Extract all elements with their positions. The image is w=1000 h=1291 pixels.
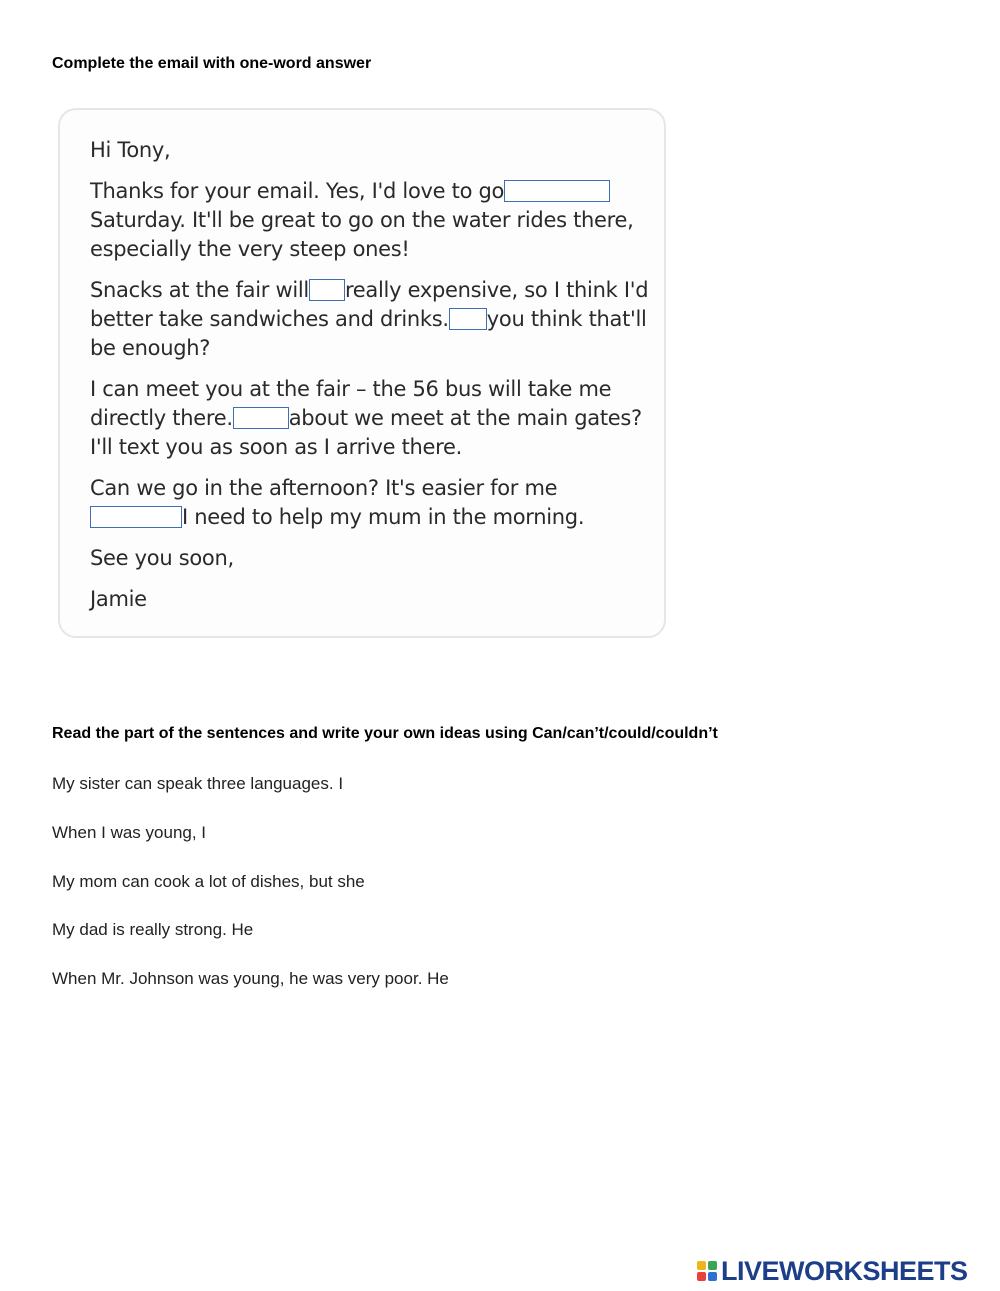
answer-blank-4[interactable]: [233, 407, 289, 429]
answer-blank-3[interactable]: [449, 308, 487, 330]
prompt-sentence-5: When Mr. Johnson was young, he was very poor. He: [52, 969, 449, 988]
email-text-segment: Saturday. It'll be great to go on the water rides there, especially the very steep ones!: [90, 208, 634, 261]
logo-square: [708, 1272, 717, 1281]
liveworksheets-logo: [697, 1257, 968, 1285]
answer-blank-5[interactable]: [90, 506, 182, 528]
email-paragraph-3: [90, 375, 650, 462]
logo-square: [697, 1272, 706, 1281]
email-paragraph-1: [90, 177, 650, 264]
email-closing: See you soon,: [90, 546, 234, 570]
logo-text: LIVEWORKSHEETS: [721, 1255, 968, 1286]
logo-icon: [697, 1261, 717, 1281]
email-text-segment: about we meet at the main gates? I'll text you as soon as I arrive there.: [90, 406, 642, 459]
email-text-segment: Snacks at the fair will: [90, 278, 309, 302]
email-text-segment: Can we go in the afternoon? It's easier for me: [90, 476, 558, 500]
section2-heading: Read the part of the sentences and write your own ideas using Can/can’t/could/couldn’t: [52, 725, 718, 742]
email-signature: Jamie: [90, 587, 147, 611]
email-body: [90, 136, 650, 626]
email-text-segment: Thanks for your email. Yes, I'd love to go: [90, 179, 505, 203]
email-card: [58, 108, 666, 638]
answer-blank-2[interactable]: [309, 279, 345, 301]
email-text-segment: you think that'll be enough?: [90, 307, 647, 360]
email-paragraph-2: [90, 276, 650, 363]
answer-blank-1[interactable]: [504, 180, 610, 202]
prompt-sentence-3: My mom can cook a lot of dishes, but she: [52, 872, 365, 891]
logo-square: [708, 1261, 717, 1270]
email-paragraph-4: [90, 474, 650, 532]
prompt-sentence-4: My dad is really strong. He: [52, 920, 254, 939]
email-greeting: Hi Tony,: [90, 138, 171, 162]
prompt-sentence-2: When I was young, I: [52, 823, 207, 842]
logo-square: [697, 1261, 706, 1270]
section1-heading: Complete the email with one-word answer: [52, 55, 372, 72]
prompt-sentence-1: My sister can speak three languages. I: [52, 774, 344, 793]
email-text-segment: I can meet you at the fair – the 56 bus will take me directly there.: [90, 377, 612, 430]
email-text-segment: really expensive, so I think I'd better take sandwiches and drinks.: [90, 278, 649, 331]
email-text-segment: I need to help my mum in the morning.: [182, 505, 585, 529]
